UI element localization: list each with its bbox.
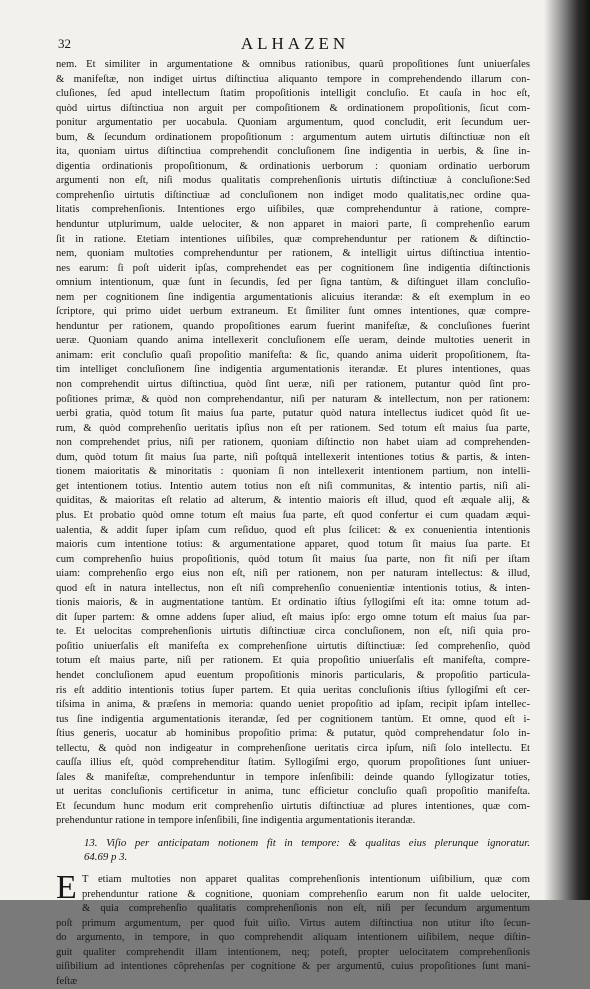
text-line: non comprehendet prius, niſi per rationem, quoniam diſtinctio non habet uiam ad comprehenden- [56, 437, 530, 449]
text-line: dum, quòd totum ſit maius ſua parte, niſi poſtquã intellexerit intentiones totius & partis, & inten- [56, 451, 530, 463]
paragraph-2 [56, 868, 530, 989]
section-heading [84, 836, 530, 865]
text-line: quiditas, & maioritas eſt relatio ad alterum, & intentio maioris eſt illud, quod eſt æquale alij, & [56, 495, 530, 507]
text-line: ſit in ratione. Etetiam intentiones uiſibiles, quæ comprehenduntur per rationem & diſtinctio- [56, 233, 530, 245]
text-line: rum, & quòd comprehenſio ueritatis ipſius non eſt per rationem. Sed totum eſt maius ſua parte, [56, 422, 530, 434]
text-line: argumenti non eſt, niſi modus qualitatis comprehenſionis uirtutis diſtinctiuæ à concluſione:Sed [56, 175, 530, 187]
section-heading-line-2: 64.69 p 3. [84, 851, 128, 864]
text-line: tionem maioritatis & minoritatis : quoniam ſi non intellexerit intentionem partium, non intelli- [56, 466, 530, 478]
text-line: & quia comprehenſio qualitatis comprehenſionis non eſt, niſi per ſecundum argumentum [82, 903, 530, 915]
drop-cap: E [56, 868, 77, 906]
text-line: tellectu, & quòd non indigeatur in comprehenſione ueritatis circa ipſum, niſi ſolo intellectu. Et [56, 742, 530, 754]
text-line: T etiam multoties non apparet qualitas comprehenſionis intentionum uiſibilium, quæ com [82, 873, 530, 885]
text-body [56, 58, 530, 989]
text-line: hendet concluſionem apud euentum propoſitionis minoris particularis, & propoſitio particula- [56, 669, 530, 681]
section-heading-line-1: 13. Viſio per anticipatam notionem fit in tempore: & qualitas eius plerunque ignoratur. [84, 836, 530, 849]
text-line: tiſsima in anima, & præſens in memoria: quando ueniet propoſitio ad ipſam, recipit ipſam intellec- [56, 699, 530, 711]
text-line: guit qualiter comprehendit illam intentionem, neq; poteſt, propter uelocitatem comprehenſionis [56, 946, 530, 958]
text-line: uerbi gratia, quòd totum ſit maius ſua parte, putatur quòd natura intellectus iudicet quòd ſit ue- [56, 408, 530, 420]
text-line: do argumento, in tempore, in quo comprehendit aliquam intentionem uiſibilem, neque diſtin- [56, 932, 530, 944]
text-line: get intentionem totius. Intentio autem totius non eſt niſi communitas, & intentio partis, niſi ali- [56, 480, 530, 492]
text-line: nes earum: ſi poſt uiderit ipſas, comprehendet eas per cognitionem ſine indigentia diſtinctionis [56, 262, 530, 274]
text-line: ueræ. Quoniam quando anima intellexerit concluſionem eſſe ueram, deinde multoties uenerit in [56, 335, 530, 347]
text-line: henduntur utplurimum, ualde uelociter, & non apparet in maiori parte, ſi comprehenſio earum [56, 219, 530, 231]
page-edge-shadow [544, 0, 590, 900]
text-line: quòd uirtus diſtinctiua non arguit per compoſitionem & ordinationem propoſitionis, ſicut com- [56, 102, 530, 114]
text-line: tim intelliget concluſionem ſine indigentia argumentationis iterandæ. Et plures intentiones, quas [56, 364, 530, 376]
text-line: ut ueritas concluſionis certificetur in anima, tunc efficietur concluſio quaſi propoſitio manifeſta. [56, 786, 530, 798]
running-head: ALHAZEN [240, 34, 350, 53]
text-line: & manifeſtæ, non indiget uirtus diſtinctiua aliquanto tempore in comprehendendo illarum con- [56, 73, 530, 85]
text-line: ſtius generis, uocatur ab hominibus propoſitio prima: & putatur, quòd comprehendatur ſolo in- [56, 728, 530, 740]
text-line: poſitiones primæ, & quòd non comprehendantur, niſi per naturam & intellectum, non per rationem: [56, 393, 530, 405]
text-line: tus ſine indigentia argumentationis iterandæ, ſed per cognitionem tantùm. Et omne, quod eſt i- [56, 713, 530, 725]
text-line: bum, & ſecundum ordinationem propoſitionum : argumentum autem uirtutis diſtinctiuæ non eſt [56, 131, 530, 143]
text-line: plus. Et probatio quòd omne totum eſt maius ſua parte, eſt quod confertur ei cum quadam æqui- [56, 509, 530, 521]
text-line: non comprehendit uirtus diſtinctiua, quòd ſint ueræ, niſi per rationem, putantur quòd ſint pro- [56, 379, 530, 391]
text-line: uiſibilium ad intentiones cõprehenſas per cognitione & per argumentũ, cuius propoſitiones ſunt mani- [56, 961, 530, 973]
text-line: te. Et uelocitas comprehenſionis uirtutis diſtinctiuæ circa concluſionem, non eſt, niſi quia pro- [56, 626, 530, 638]
text-line: litatis comprehenſionis. Intentiones ergo uiſibiles, quæ comprehenduntur à ratione, compre- [56, 204, 530, 216]
text-line: ſcriptore, qui primo uidet uerbum extraneum. Et ſimiliter ſunt omnes intentiones, quæ compre- [56, 306, 530, 318]
text-line: nem. Et similiter in argumentatione & omnibus rationibus, quarũ propoſitiones ſunt uniuerſales [56, 59, 530, 70]
text-line: dit ſuper partem: & omne addens ſuper aliud, eſt maius ipſo: ergo omne totum eſt maius ſua par- [56, 611, 530, 623]
text-line: Et ſecundum hunc modum erit comprehenſio uirtutis diſtinctiuæ ad plures intentiones, quæ com- [56, 800, 530, 812]
text-line: maioris cum intentione totius: & argumentatione apparet, quod totum ſit maius ſua parte. Et [56, 539, 530, 551]
page-number: 32 [58, 36, 71, 51]
text-line: ita, quoniam uirtus diſtinctiua comprehendit concluſionem ſine indigentia in uerbis, & ſine in- [56, 146, 530, 158]
text-line: prehenduntur ratione & cognitione, quoniam comprehenſio earum non fit ualde uelociter, [82, 888, 530, 900]
text-line: feſtæ [56, 975, 78, 987]
text-line: cum comprehenſio huius propoſitionis, quòd totum ſit maius ſua parte, non fit niſi per iſtam [56, 553, 530, 565]
text-line: ponitur argumentatio per uocabula. Quoniam argumentum, quod concludit, erit ſecundum uer- [56, 117, 530, 129]
text-line: ſales & manifeſtæ, comprehenduntur in tempore inſenſibili: deinde quando ſyllogizatur toties, [56, 771, 530, 783]
text-line: uiam: comprehenſio ergo eius non eſt, niſi per rationem, non per naturam intellectus: & illud, [56, 568, 530, 580]
text-line: poſt primum argumentum, per quod fuit uiſio. Virtus autem diſtinctiua non utitur iſto ſecun- [56, 917, 530, 929]
text-line: prehenduntur ratione in tempore inſenſibili, ſine indigentia argumentationis iterandæ. [56, 815, 416, 827]
text-line: cluſiones, ſed apud intellectum ſtatim propoſitionis intelligit concluſio. Et cauſa in hoc eſt, [56, 88, 530, 100]
text-line: ualentia, & addit ſuper ipſam cum reſiduo, quod eſt plus ſcilicet: & ex conuenientia intentionis [56, 524, 530, 536]
text-line: comprehenſio uirtutis diſtinctiuæ ad concluſionem non indiget modo qualitatis,nec ordine qua- [56, 189, 530, 201]
text-line: quod eſt in natura intellectus, non eſt niſi comprehenſio conuenientiæ intentionis totius, & inten- [56, 582, 530, 594]
text-line: tionis maioris, & in augmentatione tantùm. Et ordinatio iſtius ſyllogiſmi eſt ita: omne totum ad- [56, 597, 530, 609]
text-line: nem per cognitionem ſine indigentia argumentationis alicuius iterandæ: & eſt exemplum in eo [56, 291, 530, 303]
text-line: cauſſa illius eſt, quòd comprehenditur ſtatim. Syllogiſmi ergo, quorum propoſitiones ſunt uniuer- [56, 757, 530, 769]
paragraph-1 [56, 58, 530, 829]
text-line: digentia ordinationis propoſitionum, & ordinationis uerborum : quoniam ordinatio uerborum [56, 160, 530, 172]
text-line: animam: erit concluſio quaſi propoſitio manifeſta: & ſic, quando anima uiderit propoſitionem, ſta- [56, 349, 530, 361]
text-line: omnium intentionum, quæ ſunt in ſecundis, ſed per ſigna tantùm, & diſtinguet illam concluſio- [56, 277, 530, 289]
text-line: totum eſt maius parte, niſi per rationem. Et quia propoſitio uniuerſalis eſt manifeſta, compre- [56, 655, 530, 667]
text-line: poſitio uniuerſalis eſt manifeſta ex comprehenſione uirtutis diſtinctiuæ: ſed comprehenſio, quòd [56, 640, 530, 652]
text-line: nem, quoniam multoties comprehenduntur per rationem, & intelligit uirtus diſtinctiua intentio- [56, 248, 530, 260]
text-line: henduntur per rationem, quando propoſitiones earum fuerint manifeſtæ, & concluſiones fuerint [56, 320, 530, 332]
text-line: ris eſt additio intentionis totius ſuper partem. Et quia ueritas concluſionis iſtius ſyllogiſmi eſt cer- [56, 684, 530, 696]
